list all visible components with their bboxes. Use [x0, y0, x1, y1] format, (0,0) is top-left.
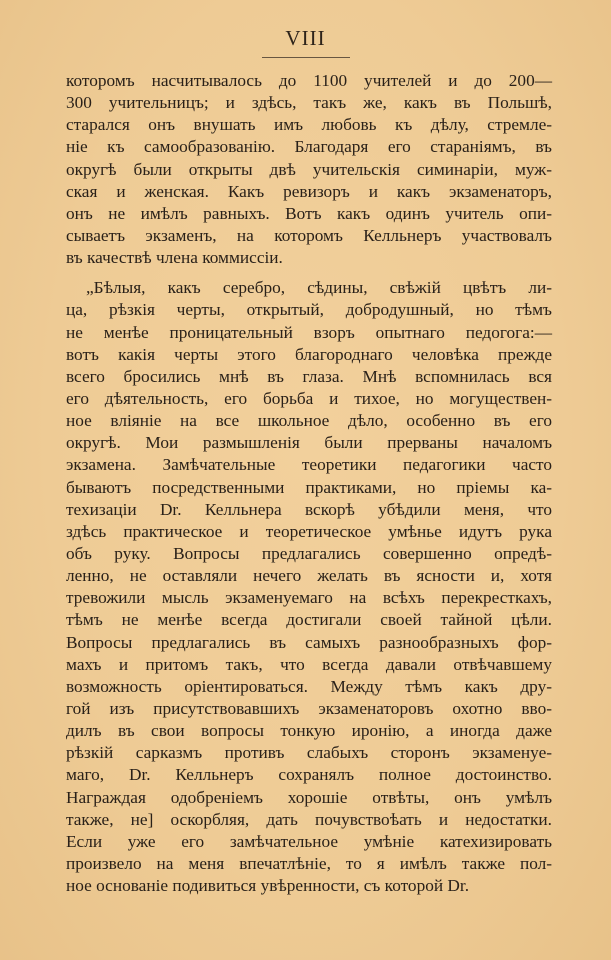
- text-line: экзамена. Замѣчательные теоретики педагогики часто: [66, 455, 552, 475]
- text-line: сываетъ экзаменъ, на которомъ Келльнеръ участвовалъ: [66, 225, 552, 245]
- paragraph: [66, 277, 552, 897]
- text-line: махъ и притомъ такъ, что всегда давали отвѣчавшему: [66, 654, 552, 674]
- text-line: которомъ насчитывалось до 1100 учителей и до 200—: [66, 71, 552, 90]
- text-line: также, не] оскорбляя, дать почувствоѣать и недостатки.: [66, 809, 552, 829]
- text-line: 300 учительницъ; и здѣсь, такъ же, какъ въ Польшѣ,: [66, 93, 552, 113]
- paragraph: [66, 70, 552, 269]
- text-line: старался онъ внушать имъ любовь къ дѣлу, стремле-: [66, 115, 552, 135]
- header-rule: [262, 57, 350, 58]
- text-line: дилъ въ свои вопросы тонкую иронію, а иногда даже: [66, 721, 552, 741]
- text-line: ская и женская. Какъ ревизоръ и какъ экзаменаторъ,: [66, 181, 552, 201]
- text-line: ніе къ самообразованію. Благодаря его стараніямъ, въ: [66, 137, 552, 157]
- text-line: округѣ были открыты двѣ учительскія симинаріи, муж-: [66, 159, 552, 179]
- text-line: ца, рѣзкія черты, открытый, добродушный, но тѣмъ: [66, 300, 552, 320]
- text-line: въ качествѣ члена коммиссіи.: [66, 248, 283, 268]
- text-line: тѣмъ не менѣе всегда достигали своей тайной цѣли.: [66, 610, 552, 630]
- text-line: возможность оріентироваться. Между тѣмъ какъ дру-: [66, 676, 552, 696]
- text-line: Вопросы предлагались въ самыхъ разнообразныхъ фор-: [66, 632, 552, 652]
- text-line: тревожили мысль экзаменуемаго на всѣхъ перекресткахъ,: [66, 588, 552, 608]
- text-line: ное основаніе подивиться увѣренности, съ которой Dr.: [66, 876, 470, 896]
- text-line: „Бѣлыя, какъ серебро, сѣдины, свѣжій цвѣтъ ли-: [86, 278, 552, 298]
- text-line: ленно, не оставляли нечего желать въ ясности и, хотя: [66, 566, 552, 586]
- paragraph-gap: [66, 269, 552, 277]
- text-line: маго, Dr. Келльнеръ сохранялъ полное достоинство.: [66, 765, 552, 785]
- page-number: VIII: [285, 26, 326, 50]
- text-line: произвело на меня впечатлѣніе, то я имѣлъ также пол-: [66, 853, 552, 873]
- text-line: Если уже его замѣчательное умѣніе катехизировать: [66, 831, 552, 851]
- text-line: объ руку. Вопросы предлагались совершенно опредѣ-: [66, 543, 552, 563]
- body-text: [66, 70, 552, 897]
- text-line: техизаціи Dr. Келльнера вскорѣ убѣдили меня, что: [66, 499, 552, 519]
- text-line: вотъ какія черты этого благороднаго человѣка прежде: [66, 344, 552, 364]
- text-line: онъ не имѣлъ равныхъ. Вотъ какъ одинъ учитель опи-: [66, 203, 552, 223]
- text-line: не менѣе проницательный взоръ опытнаго педогога:—: [66, 322, 552, 342]
- text-line: Награждая одобреніемъ хорошіе отвѣты, онъ умѣлъ: [66, 787, 552, 807]
- text-line: бываютъ посредственными практиками, но пріемы ка-: [66, 477, 552, 497]
- text-line: всего бросились мнѣ въ глаза. Мнѣ вспомнилась вся: [66, 366, 552, 386]
- text-line: округѣ. Мои размышленія были прерваны началомъ: [66, 433, 552, 453]
- text-line: ное вліяніе на все школьное дѣло, особенно въ его: [66, 411, 552, 431]
- text-line: здѣсь практическое и теоретическое умѣнье идутъ рука: [66, 521, 552, 541]
- text-line: гой изъ присутствовавшихъ экзаменаторовъ охотно вво-: [66, 698, 552, 718]
- text-line: его дѣятельность, его борьба и тихое, но могуществен-: [66, 388, 552, 408]
- text-line: рѣзкій сарказмъ противъ слабыхъ сторонъ экзаменуе-: [66, 743, 552, 763]
